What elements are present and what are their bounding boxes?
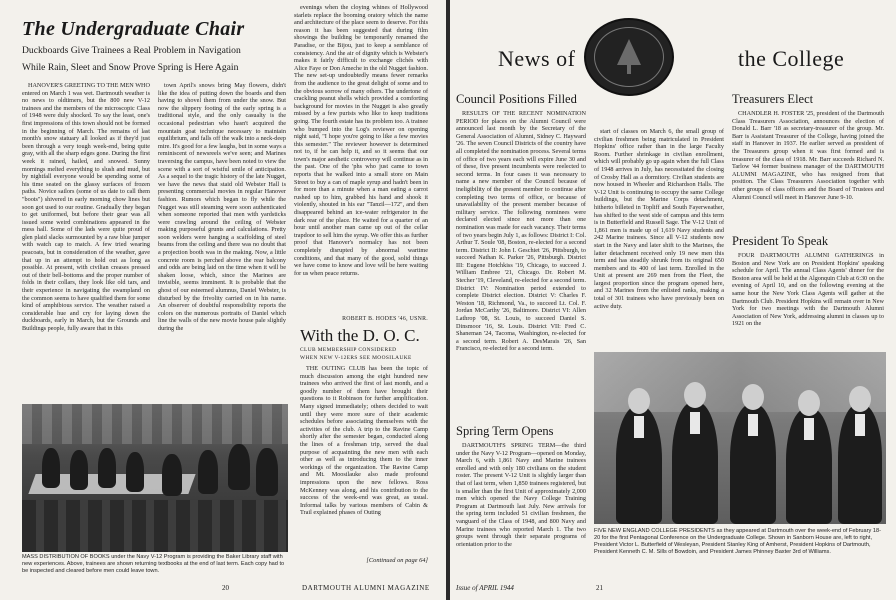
article-column-2-text: town April's snows bring May flowers, didn't like the idea of putting down the boards and then having to shovel them from under the snow. But now the slippery footing of the early spring is a traditional style, and the only casualty is the occasional pedestrian who hasn't acquired the mountain goat technique necessary to maintain equilibrium, and falls off the walk into a neck-deep mire. It's good for a few laughs, but in some ways a reminiscent of newsreels we've seen; and Marines traversing the campus, have been noted to view the scene with a sort of wistful smile of anticipation. As a sequel to the tragic history of the late Nugget, we have the news that staid old Webster Hall is presenting commercial movies in regular Hanover fashion. Rumors which began to fly while the Nugget was still steaming were soon authenticated when someone reported that men with yardsticks were crawling around the ceiling of Webster making purposeful grunts and calculations. Pretty soon welders were hanging a scaffolding of steel beams from the ceiling and there was no doubt that a projection booth was in the making. Now, a little concrete room is perched above the rear balcony and odds are being laid on the time when it will be shaken loose, which, since the Marines are invisible, seems imminent. It is probable that the ghost of our esteemed alumnus, Daniel Webster, is disturbed by the frivolity carried on in his name. An observer of doubtful responsibility reports the colors on the numerous portraits of Daniel which line the walls of the new movie house pale slightly during the: [158, 82, 286, 332]
council-column-continued: [594, 128, 724, 348]
treasurer-heading: Treasurers Elect: [732, 92, 814, 106]
article-title: The Undergraduate Chair: [22, 18, 245, 40]
council-heading: Council Positions Filled: [456, 92, 577, 106]
council-column-text: RESULTS OF THE RECENT NOMINATION PERIOD for places on the Alumni Council were announced last month by the Secretary of the General Association of Alumni, Sidney C. Hayward '26. The seven Council Districts of the country have all completed the nomination process. Several terms of office of two years each will expire June 30 and of these, five present incumbents were reelected to second terms. In four cases it was necessary to name a new member of the Council because of ineligibility of the present member to continue after completing two terms of office, or because of unavailability of the present member because of military service. The following nominees were declared elected since not more than one nomination was made for each vacancy. Their terms of two years begin July 1, as follows: District I: Col. Arthur T. Soule '08, Boston, re-elected for a second term. District II: John I. Geschiet '26, Pittsburgh, to succeed Nathan K. Parker '26, Pittsburgh. District III: Eugene Hotchkiss '19, Chicago, to succeed J. William Embree '21, Chicago. Dr. Robert M. Stecher '19, Cleveland, re-elected for a second term. District IV: Nomination period extended to complete District election. District V: Charles F. Weston '18, Richmond, Va., to succeed Lt. Col. F. Jordan McCarthy '26, Baltimore. District VI: Allen Lathrop '08, St. Louis, to succeed Daniel S. Dinsmoor '16, St. Louis. District VII: Fred C. Shaneman '24, Tacoma, Washington, re-elected for a second term. Robert A. DesMarais '26, San Francisco, re-elected for a second term.: [456, 110, 586, 353]
doc-subheading-1: CLUB MEMBERSHIP CONSIDERED: [300, 347, 397, 353]
article-column-1: [22, 82, 150, 400]
treasurer-column-text: CHANDLER H. FOSTER '25, president of the Dartmouth Class Treasurers Association, announces the election of Donald L. Barr '18 as secretary-treasurer of the group. Mr. Barr is Assistant Treasurer of the College, having joined the staff in Hanover in 1937. He earlier served as president of the Treasurers group when it was first formed and is treasurer of the class of 1918. Mr. Barr succeeds Richard N. Tarlow '44 former business manager of the DARTMOUTH ALUMNI MAGAZINE, who has resigned from that position. The Class Treasurers Association together with other groups of class officers and the Board of Trustees and Alumni Council will meet in Hanover June 9-10.: [732, 110, 884, 201]
continued-note: [Continued on page 64]: [366, 557, 428, 564]
magazine-name-footer: DARTMOUTH ALUMNI MAGAZINE: [302, 584, 430, 592]
presidents-photo: [594, 352, 886, 524]
council-column-continued-text: start of classes on March 6, the small group of civilian freshmen being matriculated in President Hopkins' office rather than in the large Faculty Room. Further shrinkage in civilian enrollment, which will probably go up again when the full Class of 1948 arrives in July, has necessitated the closing of Crosby Hall as a dormitory. Civilian students are now housed in Wheeler and Richardson Halls. The V-12 Unit is continuing to occupy the same College buildings, but the Marine Corps detachment, hitherto billeted in Topliff and South Fayerweather, has shifted to the west side of campus and this term is in Butterfield and Russell Sage. The V-12 Unit of 1,861 men is made up of 1,619 Navy students and 242 Marine trainees. Since all V-12 students now start in the Navy and later shift to the Marines, the latter detachment received only 19 new men this term and has steadily shrunk from its original 650 members and its 400 of last term. Enrolled in the Unit at present are 269 men from the Fleet, the largest proportion since the program opened here, and 32 Marines from the enlisted ranks, making a total of 301 trainees who have previously been on active duty.: [594, 128, 724, 310]
presidents-photo-caption: FIVE NEW ENGLAND COLLEGE PRESIDENTS as they appeared at Dartmouth over the week-end of February 18-20 for the first Pentagonal Conference on the Undergraduate College. Shown in Sanborn House are, left to right, President Victor L. Butterfield of Wesleyan, President Stanley King of Amherst, President Hopkins of Dartmouth, President Kenneth C. M. Sills of Bowdoin, and President James Phinney Baxter 3rd of Williams.: [594, 528, 881, 555]
president-column-text: FOUR DARTMOUTH ALUMNI GATHERINGS in Boston and New York are on President Hopkins' speaking schedule for April. The annual Class Agents' dinner for the Boston area will be held at the Algonquin Club at 6:30 on the evening of April 10, and on the following evening at the same hour the New York Class Agents will gather at the Dartmouth Club. President Hopkins will remain over in New York for two meetings with the Dartmouth Alumni Association of New York, addressing alumni in classes up to 1921 on the: [732, 252, 884, 328]
page-number-right: 21: [596, 584, 603, 592]
article-deck-line-1: Duckboards Give Trainees a Real Problem in Navigation: [22, 45, 241, 56]
president-heading: President To Speak: [732, 234, 829, 248]
council-column: [456, 110, 586, 418]
doc-section-heading: With the D. O. C.: [300, 326, 420, 345]
doc-column-text: THE OUTING CLUB has been the topic of much discussion among the eight hundred new trainees who arrived the first of last month, and a goodly number of them have brought their questions to it Robinson for further amplification. Many signed immediately; others decided to wait until they were more sure of their academic schedules before associating themselves with the activities of the club. A trip to the Ravine Camp shortly after the semester began, conducted along the lines of a freshman trip, served the dual purpose of acquainting the new men with each other as well as introducing them to the inner workings of the organization. The Ravine Camp and Mt. Moosilauke also made profound impressions upon the new fellows. Ross McKenney was along, and his contribution to the success of the week-end was great, as usual. Informal talks by various members of Cabin & Trail explained phases of Outing: [300, 365, 428, 517]
library-photo: [22, 404, 288, 552]
page-number-left: 20: [222, 584, 229, 592]
spring-column: [456, 442, 586, 572]
college-seal-icon: [584, 18, 674, 96]
issue-date-footer: Issue of APRIL 1944: [456, 584, 514, 592]
library-photo-caption: MASS DISTRIBUTION OF BOOKS under the Navy V-12 Program is providing the Baker Library staff with new experiences. Above, trainees are shown returning textbooks at the end of last term. Each copy had to be inspected and cleared before men could leave town.: [22, 554, 285, 574]
masthead-left: News of: [498, 46, 576, 71]
article-deck-line-2: While Rain, Sleet and Snow Prove Spring is Here Again: [22, 62, 239, 73]
article-column-3: [294, 4, 428, 314]
doc-subheading-2: WHEN NEW V-12ERS SEE MOOSILAUKE: [300, 355, 412, 361]
president-column: [732, 252, 884, 348]
article-column-2: [158, 82, 286, 400]
masthead-right: the College: [738, 46, 845, 71]
right-page: [450, 0, 896, 600]
doc-column: [300, 365, 428, 555]
treasurer-column: [732, 110, 884, 228]
left-page: [0, 0, 446, 600]
article-column-1-text: HANOVER'S GREETING TO THE MEN WHO entered on March 1 was wet. Dartmouth weather is no news to oldtimers, but the 800 new V-12 trainees and the members of the microscopic Class of 1948 were duly shocked. To say the least, one's first impressions of this town should not be formed in the beginning of March. The remains of last month's snow statuary all looked as if they'd just been through a very tough week-end, being quite gray, with all the sharp edges gone. During the first week it rained, hailed, and snowed. Sunny mornings melted everything to slush and mud, but by nightfall everyone would be spending some of his time seated on the glassy surfaces of frozen paths. Novice sailors (some of us date to call them "boots") shivered in early morning chow lines but soon got used to our routine. Gradually they began to get uniformed, but before their gear was all issued some weird combinations appeared in the mess hall. Some of the lads were quite proud of glen plaid slacks surmounted by a raw blue jumper with watch cap to match. A few tried wearing peacoats, but in consideration of the weather, gave that up in an attempt to hold out as long as possible. At present, with civilian creases pressed out of their bell-bottoms and the proper number of folds in their collars, they look like old tars, and their experience in navigating the swampland on the common seems to have qualified them for some kind of amphibious service. The weather raised a considerable hue and cry for laying down the duckboards, early in March, but the Grounds and Buildings people, fully aware that in this: [22, 82, 150, 332]
spring-heading: Spring Term Opens: [456, 424, 554, 438]
article-column-3-text: evenings when the cloying whines of Hollywood starlets replace the booming oratory which the name and architecture of the place seem to deserve. For this reason it has been suggested that during film showings the building be temporarily renamed the Paradise, or the Bijou, just to keep a semblance of consistency. And the air of dignity which is Webster's makes it fairly difficult to exchange clichés with Alice Faye or Don Ameche in the old Nugget fashion. The new set-up undoubtedly means fewer remarks from the audience to the great delight of some and to the obvious sorrow of many others. The undertone of crackling peanut shells which provided a comforting background for movies in the Nugget is also greatly missed by a few purists who like to keep traditions going. The fourth estate has its problem too. A trainee who bumped into the Log's reviewer on opening night said, "I hope you're going to like a few movies this semester." The reviewer however is determined not to, if he can help it, and so it seems that our town's major aesthetic controversy will continue as in the past. One of the 'phs who just came to town reports that he walked into a small store on Main Street to buy a can of maple syrup and hadn't been in for more than a minute when a man eating a carrot rushed up to him, grabbed his hand and shook it violently, shouted in his ear "Tanzil—172", and then disappeared behind an ice-water refrigerator in the dark rear of the place. He waited for a quarter of an hour until another man came up out of the cellar trapdoor to sell him the syrup. We offer this as further proof that Hanover's normalcy has not been completely disrupted by abnormal wartime conditions, and that many of the good, solid things we have come to know and love will be here waiting for us when peace returns.: [294, 4, 428, 277]
article-signature: ROBERT B. HODES '46, USNR.: [342, 316, 428, 322]
spring-column-text: DARTMOUTH'S SPRING TERM—the third under the Navy V-12 Program—opened on Monday, March 6, with 1,861 Navy and Marine trainees enrolled and with only 180 civilians on the student roster. The present V-12 Unit is slightly larger than that of last term, when 1,850 trainees registered, but is smaller than the first Unit of approximately 2,000 men which opened the Navy College Training Program at Dartmouth last July. New arrivals for the spring term included 51 civilian freshmen, the vanguard of the Class of 1948, and 800 Navy and Marine trainees who reported March 1. The two groups went through their separate programs of orientation prior to the: [456, 442, 586, 548]
